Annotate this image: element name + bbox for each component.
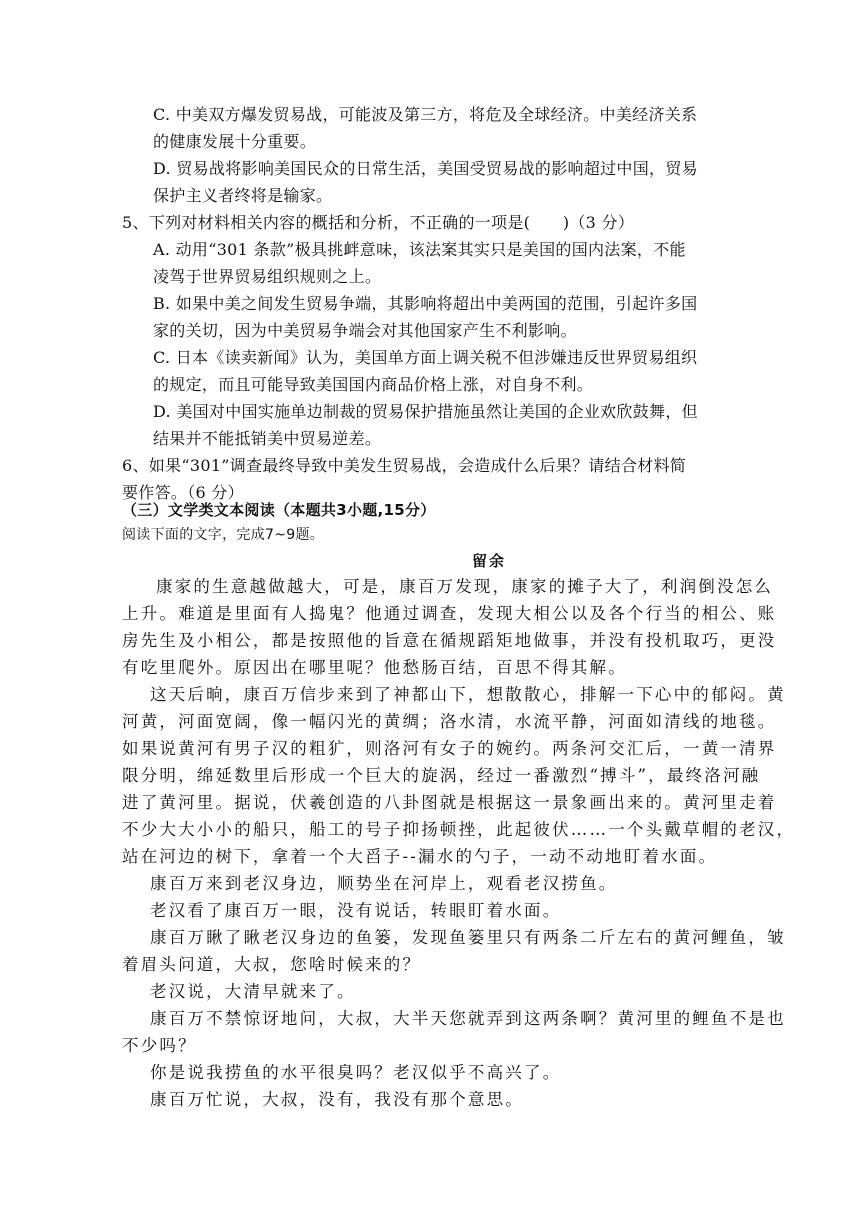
story-paragraph-9: 康百万忙说，大叔，没有，我没有那个意思。 — [150, 1090, 524, 1109]
option-c-line-2: 的健康发展十分重要。 — [153, 132, 317, 151]
story-paragraph-1-line-3: 房先生及小相公，都是按照他的旨意在循规蹈矩地做事，并没有投机取巧，更没 — [122, 631, 777, 650]
question-6-line-2: 要作答。（6 分） — [122, 483, 244, 502]
story-paragraph-2-line-1: 这天后晌，康百万信步来到了神都山下，想散散心，排解一下心中的郁闷。黄 — [150, 685, 786, 704]
story-paragraph-5-line-1: 康百万瞅了瞅老汉身边的鱼篓，发现鱼篓里只有两条二斤左右的黄河鲤鱼，皱 — [150, 928, 786, 947]
q5-option-c-line-2: 的规定，而且可能导致美国国内商品价格上涨，对自身不利。 — [153, 375, 594, 394]
q5-option-b-line-1: B. 如果中美之间发生贸易争端，其影响将超出中美两国的范围，引起许多国 — [153, 294, 698, 313]
story-title: 留余 — [472, 552, 507, 570]
q5-option-c-line-1: C. 日本《读卖新闻》认为，美国单方面上调关税不但涉嫌违反世界贸易组织 — [153, 348, 698, 367]
story-paragraph-3: 康百万来到老汉身边，顺势坐在河岸上，观看老汉捞鱼。 — [150, 874, 618, 893]
story-paragraph-2-line-4: 限分明，绵延数里后形成一个巨大的旋涡，经过一番激烈“搏斗”，最终洛河融 — [122, 766, 761, 785]
q5-option-b-line-2: 家的关切，因为中美贸易争端会对其他国家产生不利影响。 — [153, 321, 577, 340]
q5-option-d-line-2: 结果并不能抵销美中贸易逆差。 — [153, 429, 382, 448]
story-paragraph-7-line-1: 康百万不禁惊讶地问，大叔，大半天您就弄到这两条啊？黄河里的鲤鱼不是也 — [150, 1009, 786, 1028]
q5-option-d-line-1: D. 美国对中国实施单边制裁的贸易保护措施虽然让美国的企业欢欣鼓舞，但 — [153, 402, 698, 421]
story-paragraph-5-line-2: 着眉头问道，大叔，您啥时候来的？ — [122, 955, 422, 974]
section-heading: （三）文学类文本阅读（本题共3小题,15分） — [122, 501, 436, 519]
story-paragraph-8: 你是说我捞鱼的水平很臭吗？老汉似乎不高兴了。 — [150, 1063, 562, 1082]
story-paragraph-1-line-2: 上升。难道是里面有人捣鬼？他通过调查，发现大相公以及各个行当的相公、账 — [122, 604, 777, 623]
option-d-line-1: D. 贸易战将影响美国民众的日常生活，美国受贸易战的影响超过中国，贸易 — [153, 159, 698, 178]
story-paragraph-1-line-1: 康家的生意越做越大，可是，康百万发现，康家的摊子大了，利润倒没怎么 — [156, 577, 774, 596]
story-paragraph-2-line-6: 不少大大小小的船只，船工的号子抑扬顿挫，此起彼伏……一个头戴草帽的老汉， — [122, 820, 796, 839]
question-5: 5、下列对材料相关内容的概括和分析，不正确的一项是( )（3 分） — [122, 213, 635, 232]
option-c-line-1: C. 中美双方爆发贸易战，可能波及第三方，将危及全球经济。中美经济关系 — [153, 105, 698, 124]
q5-option-a-line-1: A. 动用“301 条款”极具挑衅意味，该法案其实只是美国的国内法案，不能 — [153, 240, 686, 259]
story-paragraph-2-line-7: 站在河边的树下，拿着一个大舀子--漏水的勺子，一动不动地盯着水面。 — [122, 847, 718, 866]
option-d-line-2: 保护主义者终将是输家。 — [153, 186, 333, 205]
story-paragraph-6: 老汉说，大清早就来了。 — [150, 982, 356, 1001]
reading-instruction: 阅读下面的文字，完成7~9题。 — [122, 527, 325, 543]
question-6-line-1: 6、如果“301”调查最终导致中美发生贸易战，会造成什么后果？请结合材料简 — [122, 456, 687, 475]
story-paragraph-7-line-2: 不少吗？ — [122, 1036, 197, 1055]
story-paragraph-2-line-5: 进了黄河里。据说，伏羲创造的八卦图就是根据这一景象画出来的。黄河里走着 — [122, 793, 777, 812]
story-paragraph-2-line-2: 河黄，河面宽阔，像一幅闪光的黄绸；洛水清，水流平静，河面如清线的地毯。 — [122, 712, 777, 731]
story-paragraph-4: 老汉看了康百万一眼，没有说话，转眼盯着水面。 — [150, 901, 562, 920]
q5-option-a-line-2: 凌驾于世界贸易组织规则之上。 — [153, 267, 382, 286]
story-paragraph-2-line-3: 如果说黄河有男子汉的粗犷，则洛河有女子的婉约。两条河交汇后，一黄一清界 — [122, 739, 777, 758]
story-paragraph-1-line-4: 有吃里爬外。原因出在哪里呢？他愁肠百结，百思不得其解。 — [122, 658, 627, 677]
